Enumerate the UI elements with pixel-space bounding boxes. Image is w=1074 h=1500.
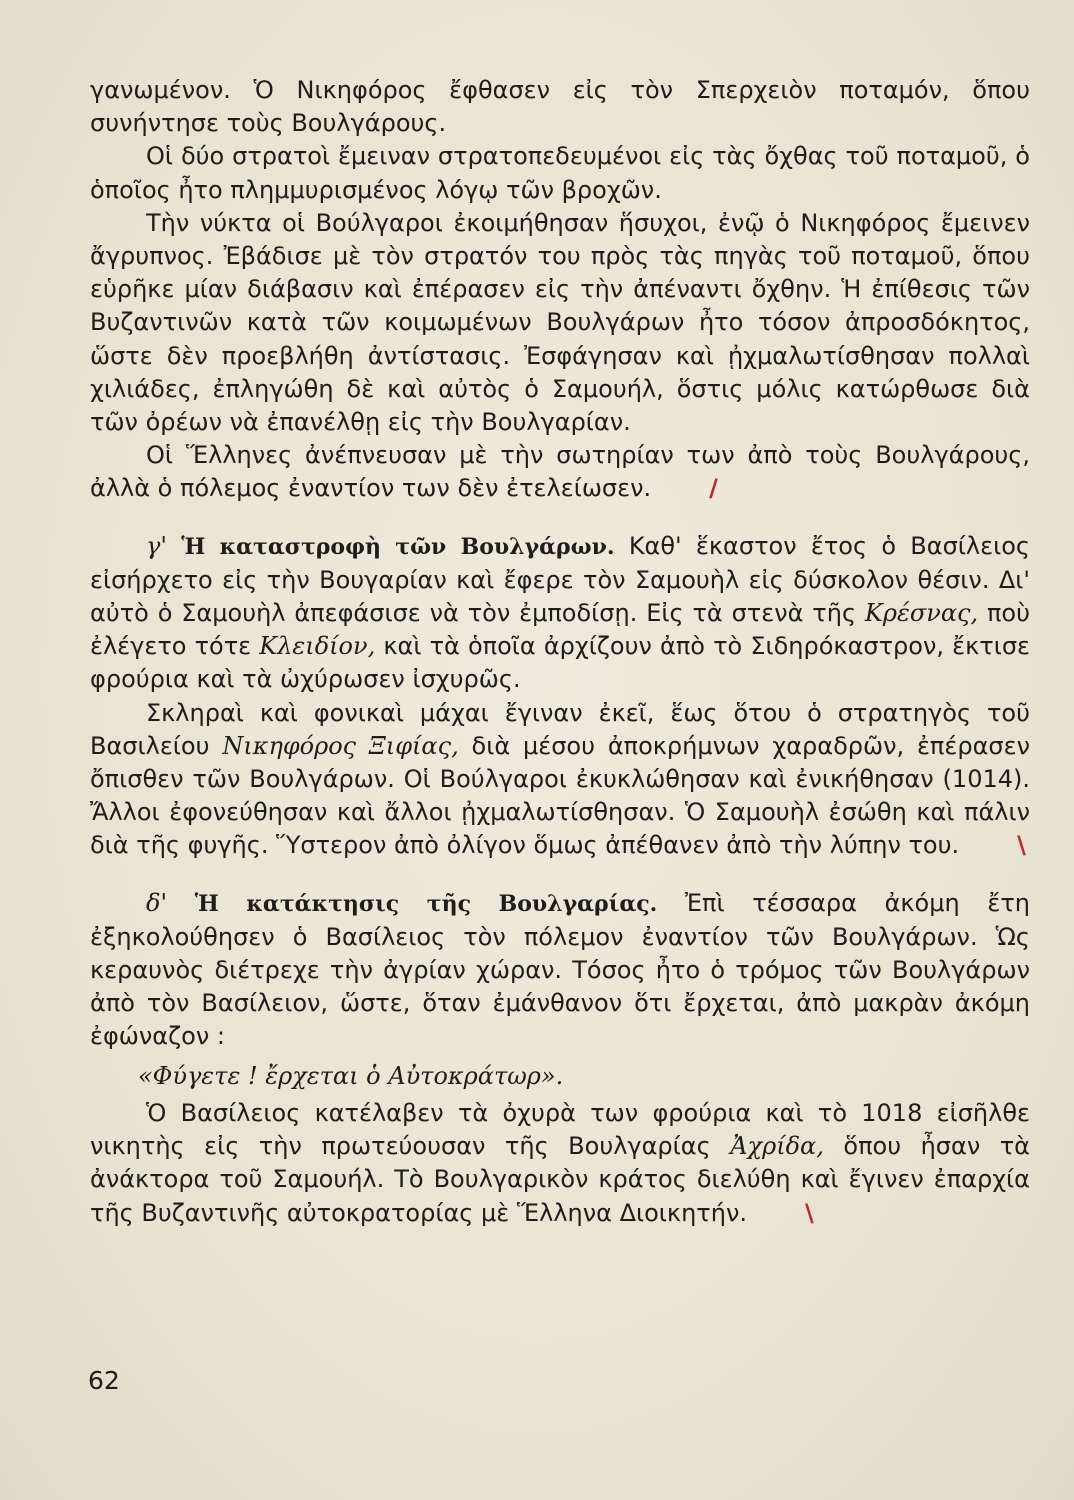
page-text (90, 74, 1030, 1230)
section-g-paragraph-1 (90, 530, 1030, 697)
general-name: Νικηφόρος Ξιφίας, (222, 731, 459, 760)
section-d-paragraph-1 (90, 887, 1030, 1054)
paragraph-4-text: Οἱ Ἕλληνες ἀνέπνευσαν μὲ τὴν σωτηρίαν των ἀπὸ τοὺς Βουλγάρους, ἀλλὰ ὁ πόλεμος ἐναντίον των δὲν ἐτελείωσεν. (90, 441, 1030, 503)
paragraph-1: γανωμένον. Ὁ Νικηφόρος ἔφθασεν εἰς τὸν Σπερχειὸν ποταμόν, ὅπου συνήντησε τοὺς Βουλγάρους. (90, 76, 1030, 138)
section-d-text-c: ὅπου ἦσαν τὰ ἀνάκτορα τοῦ Σαμουήλ. Τὸ Βουλγαρικὸν κράτος διελύθη καὶ ἔγινεν ἐπαρχία τῆς Βυζαντινῆς αὐτοκρατορίας μὲ Ἕλληνα Διοικητήν. (90, 1132, 1030, 1227)
section-g-title: Ἡ καταστροφὴ τῶν Βουλγάρων. (181, 533, 615, 560)
section-d-text-b: Ὁ Βασίλειος κατέλαβεν τὰ ὀχυρὰ των φρούρια καὶ τὸ 1018 εἰσῆλθε νικητὴς εἰς τὴν πρωτεύουσαν τῆς Βουλγαρίας (90, 1098, 1030, 1161)
section-d-title: Ἡ κατάκτησις τῆς Βουλγαρίας. (194, 890, 658, 917)
emperor-quote: «Φύγετε ! ἔρχεται ὁ Αὐτοκράτωρ». (138, 1061, 564, 1090)
section-g-text-b: ποὺ ἐλέγετο τότε (90, 599, 1030, 661)
place-achrida: Ἀχρίδα, (730, 1132, 824, 1161)
section-g-number: γ' (146, 531, 167, 560)
section-d-text-a: Ἐπὶ τέσσαρα ἀκόμη ἔτη ἐξηκολούθησεν ὁ Βασίλειος τὸν πόλεμον ἐναντίον τῶν Βουλγάρων. Ὡς κεραυνὸς διέτρεχε τὴν ἀγρίαν χώραν. Τόσος ἦτο ὁ τρόμος τῶν Βουλγάρων ἀπὸ τὸν Βασίλειον, ὥστε, ὅταν ἐμάνθανον ὅτι ἔρχεται, ἀπὸ μακρὰν ἀκόμη ἐφώναζον : (90, 888, 1030, 1051)
place-kresna: Κρέσνας, (864, 599, 979, 628)
section-d-number: δ' (146, 888, 168, 917)
place-kleidion: Κλειδίον, (259, 632, 376, 661)
pencil-slash-mark: \ (1017, 831, 1026, 860)
section-g-text-a: Καθ' ἕκαστον ἔτος ὁ Βασίλειος εἰσήρχετο εἰς τὴν Βουγαρίαν καὶ ἔφερε τὸν Σαμουὴλ εἰς δύσκολον θέσιν. Δι' αὐτὸ ὁ Σαμουὴλ ἀπεφάσισε νὰ τὸν ἐμποδίσῃ. Εἰς τὰ στενὰ τῆς (90, 531, 1030, 628)
section-g-text-c: καὶ τὰ ὁποῖα ἀρχίζουν ἀπὸ τὸ Σιδηρόκαστρον, ἔκτισε φρούρια καὶ τὰ ὠχύρωσεν ἰσχυρῶς. (90, 632, 1031, 694)
paragraph-4 (90, 439, 1030, 505)
page-number: 62 (88, 1366, 120, 1395)
section-d-paragraph-2 (90, 1097, 1030, 1230)
pencil-slash-mark: \ (804, 1198, 814, 1227)
section-g-text-d: Σκληραὶ καὶ φονικαὶ μάχαι ἔγιναν ἐκεῖ, ἕως ὅτου ὁ στρατηγὸς τοῦ Βασιλείου (90, 698, 1030, 760)
paragraph-2: Οἱ δύο στρατοὶ ἔμειναν στρατοπεδευμένοι εἰς τὰς ὄχθας τοῦ ποταμοῦ, ὁ ὁποῖος ἦτο πλημμυρισμένος λόγῳ τῶν βροχῶν. (90, 142, 1030, 204)
pencil-slash-mark: / (709, 474, 718, 503)
section-g-paragraph-2 (90, 697, 1030, 863)
paragraph-3: Τὴν νύκτα οἱ Βούλγαροι ἐκοιμήθησαν ἥσυχοι, ἐνῷ ὁ Νικηφόρος ἔμεινεν ἄγρυπνος. Ἐβάδισε μὲ τὸν στρατόν του πρὸς τὰς πηγὰς τοῦ ποταμοῦ, ὅπου εὑρῆκε μίαν διάβασιν καὶ ἐπέρασεν εἰς τὴν ἀπέναντι ὄχθην. Ἡ ἐπίθεσις τῶν Βυζαντινῶν κατὰ τῶν κοιμωμένων Βουλγάρων ἦτο τόσον ἀπροσδόκητος, ὥστε δὲν προεβλήθη ἀντίστασις. Ἐσφάγησαν καὶ ᾐχμαλωτίσθησαν πολλαὶ χιλιάδες, ἐπληγώθη δὲ καὶ αὐτὸς ὁ Σαμουήλ, ὅστις μόλις κατώρθωσε διὰ τῶν ὀρέων νὰ ἐπανέλθῃ εἰς τὴν Βουλγαρίαν. (90, 208, 1030, 437)
section-g-text-e: διὰ μέσου ἀποκρήμνων χαραδρῶν, ἐπέρασεν ὄπισθεν τῶν Βουλγάρων. Οἱ Βούλγαροι ἐκυκλώθησαν καὶ ἐνικήθησαν (1014). Ἄλλοι ἐφονεύθησαν καὶ ἄλλοι ᾐχμαλωτίσθησαν. Ὁ Σαμουὴλ ἐσώθη καὶ πάλιν διὰ τῆς φυγῆς. Ὕστερον ἀπὸ ὀλίγον ὅμως ἀπέθανεν ἀπὸ τὴν λύπην του. (90, 731, 1030, 860)
